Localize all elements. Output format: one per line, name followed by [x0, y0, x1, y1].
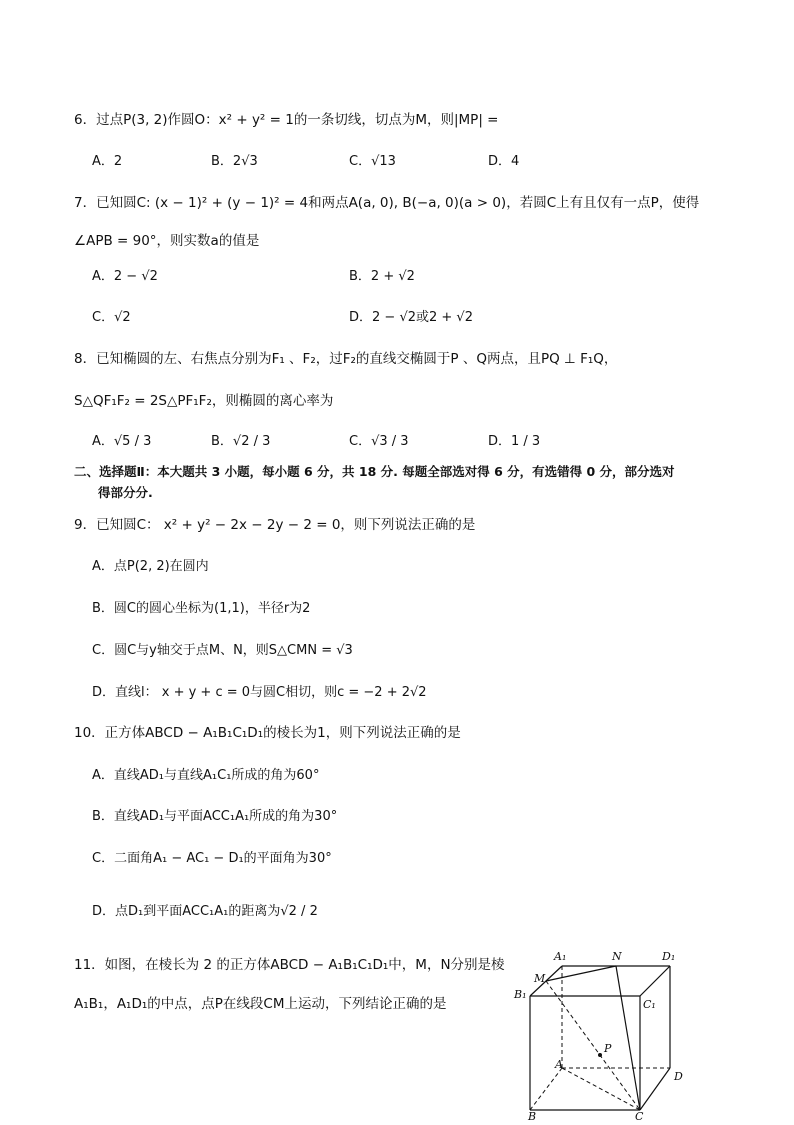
- q10-option-c: C．二面角A₁ − AC₁ − D₁的平面角为30°: [92, 851, 332, 866]
- q8-option-d: D．1 / 3: [488, 434, 541, 449]
- q7-option-c: C．√2: [92, 310, 131, 325]
- label-c: C: [635, 1110, 644, 1121]
- q6-option-b: B．2√3: [211, 154, 258, 169]
- q10-option-b: B．直线AD₁与平面ACC₁A₁所成的角为30°: [92, 809, 338, 824]
- question-9-stem: 9．已知圆C： x² + y² − 2x − 2y − 2 = 0，则下列说法正确的是: [74, 517, 476, 533]
- q10-option-a: A．直线AD₁与直线A₁C₁所成的角为60°: [92, 768, 320, 783]
- q8-option-c: C．√3 / 3: [349, 434, 409, 449]
- q7-option-b: B．2 + √2: [349, 269, 415, 284]
- cube-diagram: [512, 946, 692, 1121]
- section-2-heading-line2: 得部分分.: [98, 485, 153, 500]
- question-10-stem: 10．正方体ABCD − A₁B₁C₁D₁的棱长为1，则下列说法正确的是: [74, 725, 461, 741]
- segment-m-c-hidden: [546, 981, 640, 1110]
- edge-b-a-hidden: [530, 1068, 562, 1110]
- segment-a-c-hidden: [562, 1068, 640, 1110]
- label-c1: C₁: [643, 998, 656, 1011]
- q9-option-a: A．点P(2, 2)在圆内: [92, 559, 209, 574]
- q7-option-a: A．2 − √2: [92, 269, 158, 284]
- q9-option-d: D．直线l： x + y + c = 0与圆C相切，则c = −2 + 2√2: [92, 685, 427, 700]
- edge-c-d: [640, 1068, 670, 1110]
- q6-option-c: C．√13: [349, 154, 396, 169]
- label-m: M: [534, 972, 546, 985]
- q9-option-c: C．圆C与y轴交于点M、N，则S△CMN = √3: [92, 643, 353, 658]
- label-n: N: [612, 950, 622, 963]
- question-11-stem-line1: 11．如图，在棱长为 2 的正方体ABCD − A₁B₁C₁D₁中，M，N分别是棱: [74, 957, 505, 973]
- q8-option-a: A．√5 / 3: [92, 434, 152, 449]
- q7-option-d: D．2 − √2或2 + √2: [349, 310, 473, 325]
- label-b1: B₁: [514, 988, 527, 1001]
- question-6-stem: 6．过点P(3, 2)作圆O：x² + y² = 1的一条切线，切点为M，则|MP| =: [74, 112, 499, 128]
- point-p: [598, 1053, 602, 1057]
- question-8-stem-line2: S△QF₁F₂ = 2S△PF₁F₂，则椭圆的离心率为: [74, 393, 334, 409]
- segment-m-n: [546, 966, 616, 981]
- label-d: D: [674, 1070, 683, 1083]
- section-2-heading-line1: 二、选择题Ⅱ：本大题共 3 小题，每小题 6 分，共 18 分. 每题全部选对得 6 分，有选错得 0 分，部分选对: [74, 464, 675, 479]
- label-a: A: [555, 1058, 563, 1071]
- label-p: P: [604, 1042, 612, 1055]
- q8-option-b: B．√2 / 3: [211, 434, 271, 449]
- question-11-stem-line2: A₁B₁，A₁D₁的中点，点P在线段CM上运动，下列结论正确的是: [74, 996, 447, 1012]
- q9-option-b: B．圆C的圆心坐标为(1,1)，半径r为2: [92, 601, 311, 616]
- segment-n-c: [616, 966, 640, 1110]
- question-8-stem-line1: 8．已知椭圆的左、右焦点分别为F₁ 、F₂，过F₂的直线交椭圆于P 、Q两点，且PQ ⊥ F₁Q，: [74, 351, 618, 367]
- question-7-stem-line1: 7．已知圆C: (x − 1)² + (y − 1)² = 4和两点A(a, 0), B(−a, 0)(a > 0)，若圆C上有且仅有一点P，使得: [74, 195, 700, 211]
- label-b: B: [528, 1110, 537, 1121]
- label-a1: A₁: [554, 950, 567, 963]
- question-7-stem-line2: ∠APB = 90°，则实数a的值是: [74, 233, 260, 249]
- q6-option-d: D．4: [488, 154, 520, 169]
- edge-c1-d1: [640, 966, 670, 996]
- q10-option-d: D．点D₁到平面ACC₁A₁的距离为√2 / 2: [92, 904, 318, 919]
- q6-option-a: A．2: [92, 154, 123, 169]
- label-d1: D₁: [662, 950, 676, 963]
- cube-figure: [512, 946, 692, 1125]
